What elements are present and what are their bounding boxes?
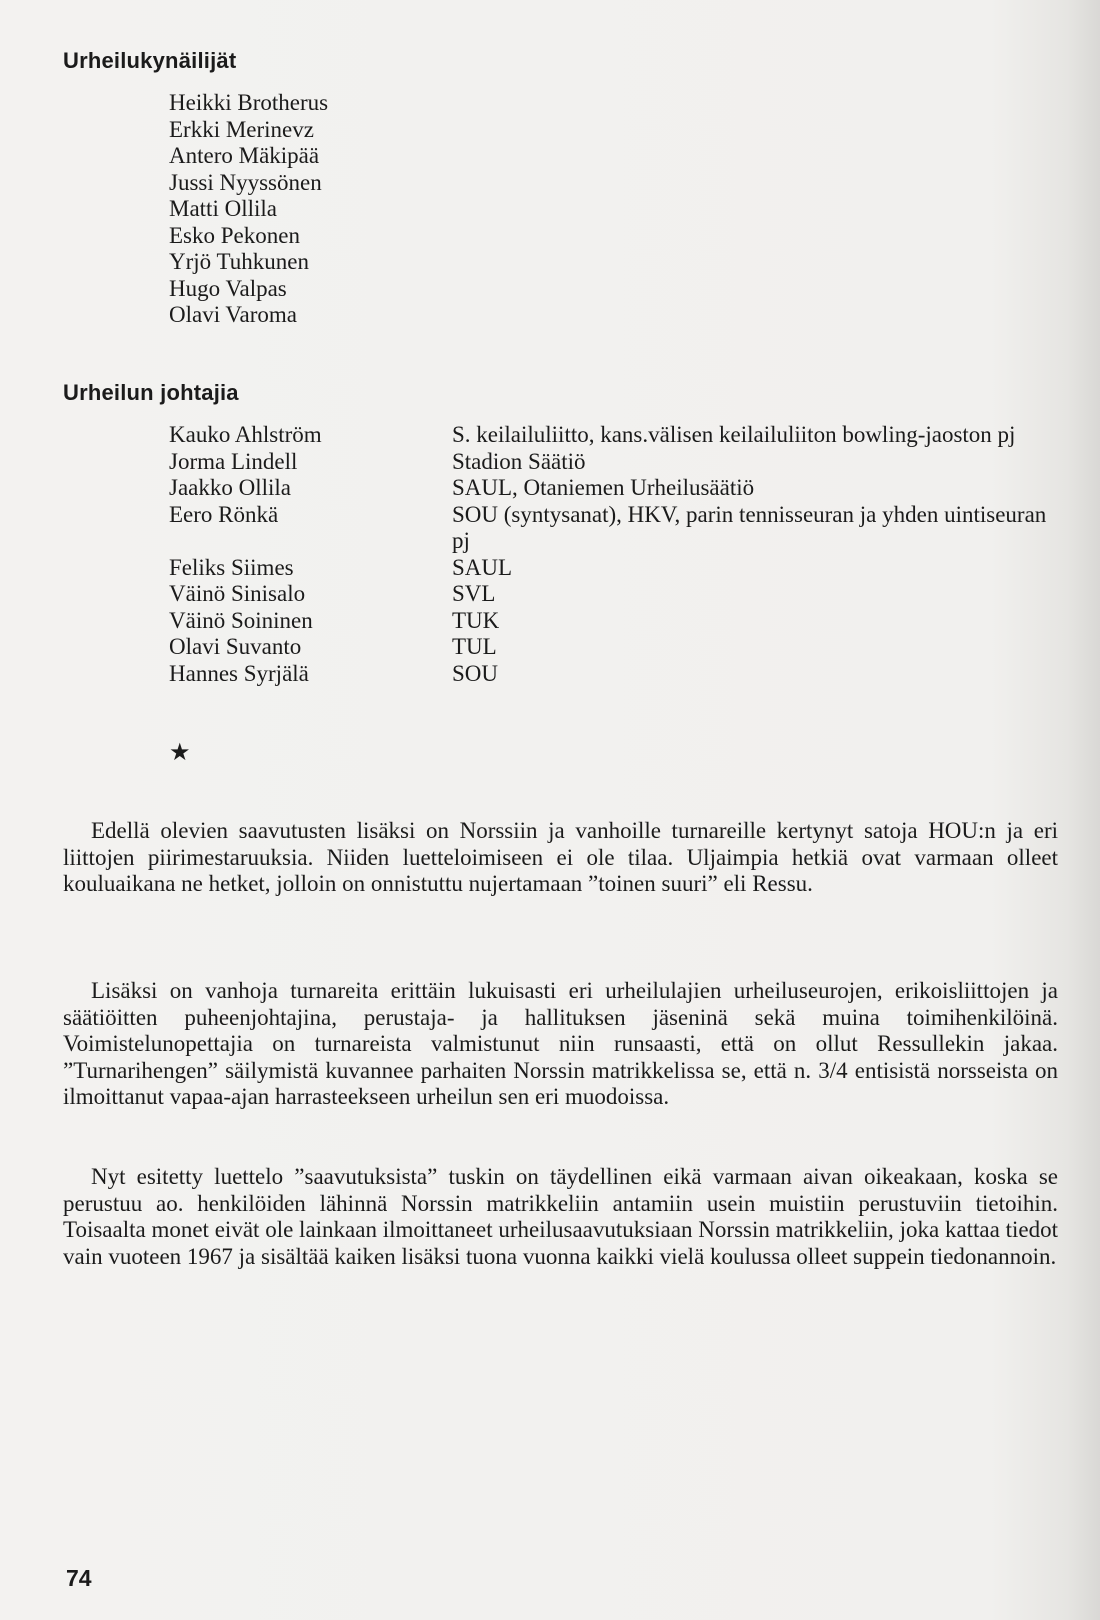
leader-name: Feliks Siimes — [169, 554, 294, 580]
leader-role: SAUL, Otaniemen Urheilusäätiö — [452, 475, 755, 500]
leader-role: TUK — [452, 607, 500, 633]
paragraph-1: Edellä olevien saavutusten lisäksi on Norssiin ja vanhoille turnareille kertynyt satoja HOU:n ja eri liittojen piirimestaruuksia. Niiden luetteloimiseen ei ole tilaa. Uljaimpia hetkiä ovat varmaan olleet kouluaikana ne hetket, jolloin on onnistuttu nujertamaan ”toinen suuri” eli Ressu. — [63, 818, 1058, 896]
paragraph-2: Lisäksi on vanhoja turnareita erittäin lukuisasti eri urheilulajien urheiluseurojen, erikoisliittojen ja säätiöitten puheenjohtajina, perustaja- ja hallituksen jäseninä sekä muina toimihenkilöinä. Voimistelunopettajia on turnareista valmistunut niin runsaasti, että on ollut Ressullekin jakaa. ”Turnarihengen” säilymistä kuvannee parhaiten Norssin matrikkelissa se, että n. 3/4 entisistä norsseista on ilmoittanut vapaa-ajan harrasteekseen urheilun sen eri muodoissa. — [63, 978, 1058, 1109]
list-item: Hugo Valpas — [169, 275, 287, 301]
list-item: Antero Mäkipää — [169, 143, 320, 168]
table-row — [169, 449, 1069, 476]
leader-name: Jorma Lindell — [169, 448, 298, 474]
leader-name: Väinö Soininen — [169, 607, 313, 633]
leader-name: Kauko Ahlström — [169, 422, 322, 447]
table-row — [169, 581, 1069, 608]
paragraph-3: Nyt esitetty luettelo ”saavutuksista” tuskin on täydellinen eikä varmaan aivan oikeakaan, koska se perustuu ao. henkilöiden lähinnä Norssin matrikkeliin antamiin usein muistiin perustuviin tietoihin. Toisaalta monet eivät ole lainkaan ilmoittaneet urheilusaavutuksiaan Norssin matrikkeliin, joka kattaa tiedot vain vuoteen 1967 ja sisältää kaiken lisäksi tuona vuonna kaikki vielä koulussa olleet suppein tiedonannoin. — [63, 1164, 1058, 1269]
table-row — [169, 422, 1069, 449]
list-item: Jussi Nyyssönen — [169, 169, 322, 195]
table-row — [169, 475, 1069, 502]
section-heading-writers: Urheilukynäilijät — [63, 48, 237, 73]
list-item: Heikki Brotherus — [169, 90, 329, 115]
star-separator-icon: ★ — [169, 738, 191, 766]
leader-role: Stadion Säätiö — [452, 448, 586, 474]
table-row — [169, 555, 1069, 582]
list-item: Esko Pekonen — [169, 222, 300, 248]
list-item: Olavi Varoma — [169, 302, 297, 327]
table-row — [169, 634, 1069, 661]
leader-name: Väinö Sinisalo — [169, 581, 306, 606]
leader-name: Eero Rönkä — [169, 501, 279, 527]
table-row — [169, 608, 1069, 635]
leaders-table — [169, 422, 1069, 687]
table-row — [169, 502, 1069, 555]
table-row — [169, 661, 1069, 688]
leader-name: Olavi Suvanto — [169, 634, 302, 659]
page-number: 74 — [66, 1565, 92, 1591]
list-item: Erkki Merinevz — [169, 116, 314, 142]
leader-role: S. keilailuliitto, kans.välisen keilailuliiton bowling-jaoston pj — [452, 422, 1016, 447]
leader-role: SVL — [452, 581, 496, 606]
leader-role: SAUL — [452, 554, 513, 580]
leader-name: Hannes Syrjälä — [169, 660, 309, 686]
list-item: Matti Ollila — [169, 196, 277, 221]
leader-role: SOU (syntysanat), HKV, parin tennisseuran ja yhden uintiseuran pj — [452, 501, 1047, 553]
writers-list — [169, 90, 328, 329]
leader-role: SOU — [452, 660, 499, 686]
section-heading-leaders: Urheilun johtajia — [63, 380, 239, 405]
leader-role: TUL — [452, 634, 497, 659]
leader-name: Jaakko Ollila — [169, 475, 291, 500]
list-item: Yrjö Tuhkunen — [169, 249, 309, 274]
